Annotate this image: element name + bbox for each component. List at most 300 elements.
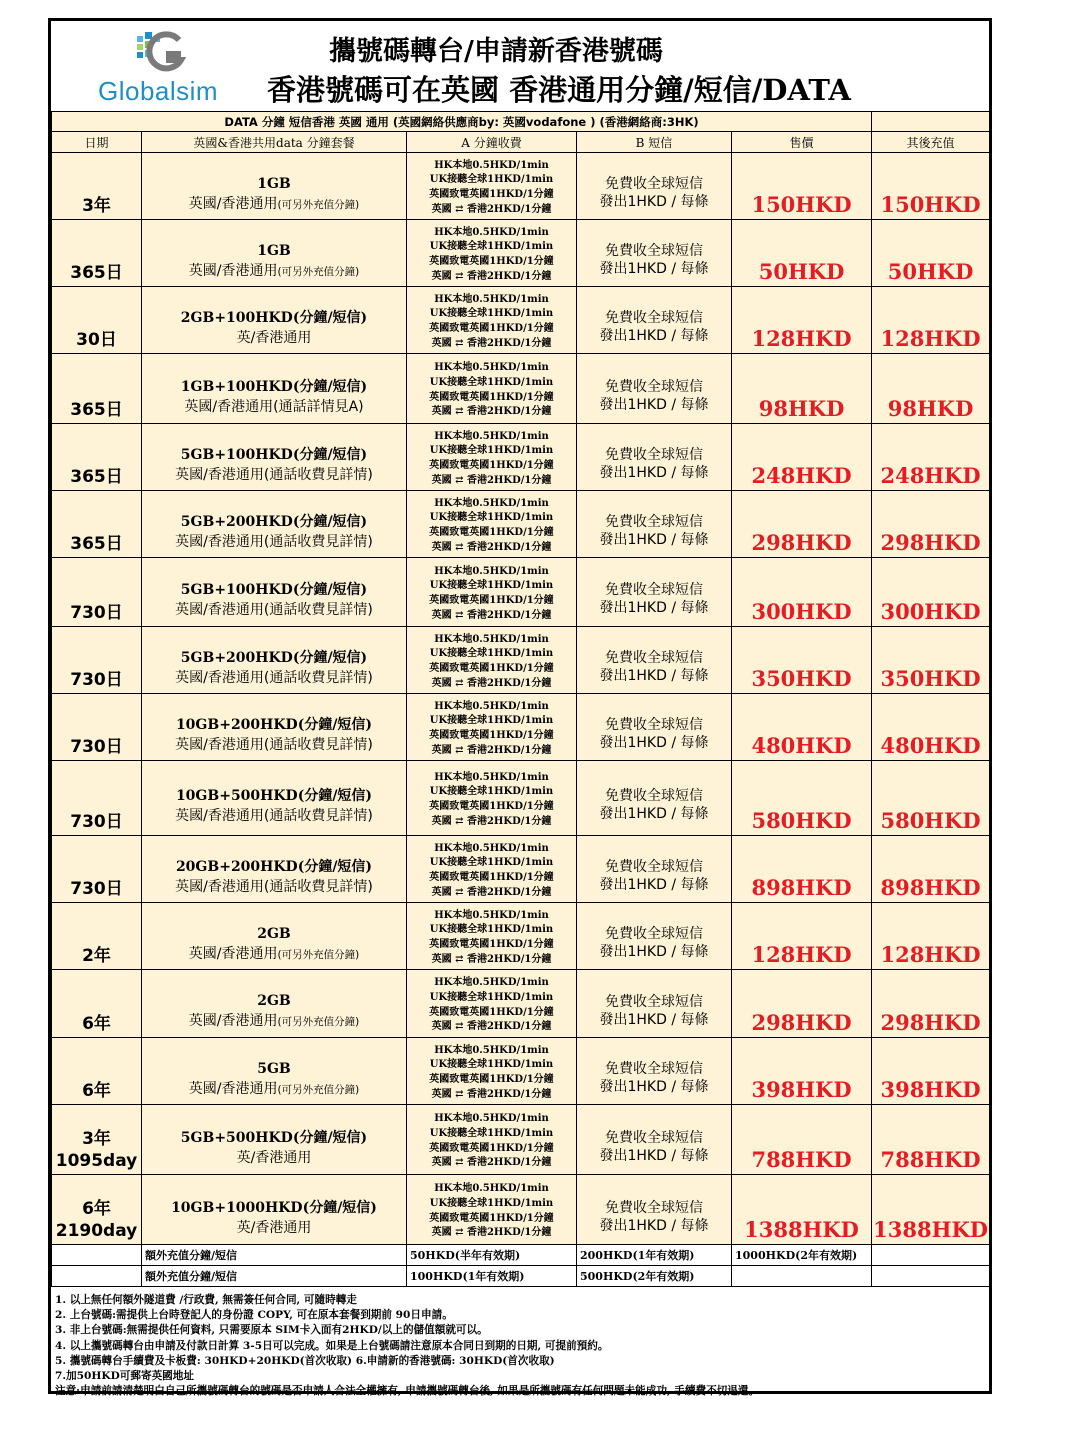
sms-line: 發出1HKD / 每條: [599, 668, 709, 684]
sms-info: [577, 970, 732, 1038]
extra-label: 額外充值分鐘/短信: [142, 1266, 407, 1287]
plan-period-days: 1095day: [55, 1151, 138, 1171]
sms-line: 發出1HKD / 每條: [599, 877, 709, 893]
sms-line: 免費收全球短信: [605, 993, 703, 1010]
plan-period-text: 365日: [70, 467, 123, 487]
plan-period-text: 730日: [70, 670, 123, 690]
sms-line: 免費收全球短信: [605, 243, 703, 259]
rate-line: 英國致電英國1HKD/1分鐘: [429, 391, 554, 403]
rate-line: HK本地0.5HKD/1min: [434, 842, 549, 854]
note-line: 5. 攜號碼轉台手續費及卡板費: 30HKD+20HKD(首次收取) 6.申請新的香港號碼: 30HKD(首次收取): [55, 1354, 555, 1367]
sms-info: [577, 491, 732, 558]
note-line: 2. 上台號碼:需提供上台時登記人的身份證 COPY, 可在原本套餐到期前 90日申請。: [55, 1309, 453, 1322]
sms-info: [577, 903, 732, 970]
rate-line: 英國 ⇄ 香港2HKD/1分鐘: [431, 609, 552, 621]
rate-line: UK接聽全球1HKD/1min: [429, 715, 554, 727]
plan-note: (可另外充值分鐘): [277, 198, 360, 211]
extra-option-a: 50HKD(半年有效期): [407, 1245, 577, 1266]
sms-info: [577, 153, 732, 220]
rate-line: 英國 ⇄ 香港2HKD/1分鐘: [431, 203, 552, 215]
rate-line: 英國致電英國1HKD/1分鐘: [429, 1142, 554, 1154]
plan-period: [52, 220, 142, 287]
plan-period: [52, 903, 142, 970]
extra-option-b: 200HKD(1年有效期): [577, 1245, 732, 1266]
column-header-row: [52, 132, 990, 153]
call-rates: [407, 354, 577, 424]
sms-line: 免費收全球短信: [605, 788, 703, 804]
extra-topup-row: [52, 1245, 990, 1266]
plan-name: 5GB+200HKD(分鐘/短信): [180, 514, 368, 530]
plan-topup-price: 1388HKD: [872, 1175, 990, 1245]
plan-coverage: [142, 877, 406, 897]
empty-cell: [52, 1266, 142, 1287]
call-rates: [407, 627, 577, 694]
plan-period: [52, 761, 142, 836]
sms-line: 發出1HKD / 每條: [599, 600, 709, 616]
plan-description: [142, 627, 407, 694]
extra-label: 額外充值分鐘/短信: [142, 1245, 407, 1266]
rate-line: 英國 ⇄ 香港2HKD/1分鐘: [431, 677, 552, 689]
plan-description: [142, 1175, 407, 1245]
rate-line: UK接聽全球1HKD/1min: [429, 376, 554, 388]
plan-period-text: 6年: [82, 1081, 111, 1101]
plan-description: [142, 1105, 407, 1175]
rate-line: UK接聽全球1HKD/1min: [429, 1059, 554, 1071]
plan-period-text: 365日: [70, 400, 123, 420]
rate-line: 英國致電英國1HKD/1分鐘: [429, 256, 554, 267]
plan-name: 5GB: [257, 1060, 291, 1077]
plan-coverage-text: 英國/香港通用(通話收費見詳情): [175, 467, 373, 483]
table-row: [52, 694, 990, 761]
table-row: [52, 836, 990, 903]
plan-coverage: [142, 1079, 406, 1100]
rate-line: UK接聽全球1HKD/1min: [429, 991, 554, 1003]
plan-coverage: [142, 532, 406, 552]
plan-coverage-text: 英國/香港通用(通話收費見詳情): [175, 808, 373, 824]
rate-line: 英國致電英國1HKD/1分鐘: [429, 1074, 554, 1085]
plan-topup-price: 128HKD: [872, 903, 990, 970]
sms-info: [577, 1175, 732, 1245]
rate-line: HK本地0.5HKD/1min: [434, 633, 549, 645]
plan-name: 2GB: [257, 993, 291, 1009]
plan-price: 898HKD: [732, 836, 872, 903]
rate-line: 英國致電英國1HKD/1分鐘: [429, 730, 554, 741]
sms-line: 免費收全球短信: [605, 859, 703, 875]
plan-note: (可另外充值分鐘): [277, 265, 360, 278]
sms-info: [577, 1105, 732, 1175]
col-header-period: 日期: [52, 132, 142, 153]
plan-coverage-text: 英國/香港通用: [188, 1013, 278, 1029]
plan-period-text: 365日: [70, 263, 123, 283]
call-rates: [407, 761, 577, 836]
rate-line: UK接聽全球1HKD/1min: [429, 174, 554, 186]
table-row: [52, 903, 990, 970]
rate-line: 英國 ⇄ 香港2HKD/1分鐘: [431, 953, 552, 965]
plan-period: [52, 354, 142, 424]
carrier-info: DATA 分鐘 短信香港 英國 通用 (英國網絡供應商by: 英國vodafone ) (香港網絡商:3HK): [52, 112, 872, 132]
rate-line: 英國 ⇄ 香港2HKD/1分鐘: [431, 886, 552, 898]
rate-line: HK本地0.5HKD/1min: [434, 226, 549, 238]
plan-description: [142, 1038, 407, 1105]
plan-description: [142, 220, 407, 287]
plan-price: 480HKD: [732, 694, 872, 761]
plan-period: [52, 627, 142, 694]
rate-line: HK本地0.5HKD/1min: [434, 293, 549, 305]
rate-line: HK本地0.5HKD/1min: [434, 1044, 549, 1056]
plan-price: 150HKD: [732, 153, 872, 220]
plan-name: 2GB+100HKD(分鐘/短信): [180, 310, 368, 326]
plan-period: [52, 694, 142, 761]
call-rates: [407, 1038, 577, 1105]
logo-mark-icon: [131, 28, 191, 78]
plan-coverage: [142, 1011, 406, 1032]
plan-period-text: 730日: [70, 879, 123, 899]
rate-line: UK接聽全球1HKD/1min: [429, 1197, 554, 1209]
rate-line: 英國致電英國1HKD/1分鐘: [429, 872, 554, 883]
plan-topup-price: 788HKD: [872, 1105, 990, 1175]
table-row: [52, 220, 990, 287]
plan-period-text: 730日: [70, 812, 123, 832]
sms-line: 免費收全球短信: [605, 1129, 703, 1146]
plan-coverage: [142, 806, 406, 826]
plan-coverage-text: 英國/香港通用(通話收費見詳情): [175, 879, 373, 895]
rate-line: HK本地0.5HKD/1min: [434, 909, 549, 921]
plan-coverage: [142, 735, 406, 755]
rate-line: 英國致電英國1HKD/1分鐘: [429, 939, 554, 950]
call-rates: [407, 424, 577, 491]
call-rates: [407, 220, 577, 287]
note-line: 4. 以上攜號碼轉台由申請及付款日計算 3-5日可以完成。如果是上台號碼請注意原本合同日到期的日期, 可提前預約。: [55, 1339, 609, 1352]
plan-period: [52, 153, 142, 220]
plan-coverage-text: 英國/香港通用: [188, 945, 278, 962]
plan-topup-price: 898HKD: [872, 836, 990, 903]
sms-line: 發出1HKD / 每條: [599, 194, 709, 210]
plan-coverage-text: 英國/香港通用(通話收費見詳情): [175, 737, 373, 753]
plan-description: [142, 287, 407, 354]
brand-name: Globalsim: [98, 76, 219, 106]
plan-topup-price: 50HKD: [872, 220, 990, 287]
sms-info: [577, 836, 732, 903]
table-row: [52, 354, 990, 424]
sms-line: 免費收全球短信: [605, 582, 703, 598]
sms-info: [577, 627, 732, 694]
table-row: [52, 287, 990, 354]
plan-description: [142, 153, 407, 220]
plan-name: 20GB+200HKD(分鐘/短信): [175, 859, 373, 875]
plan-coverage: [142, 1148, 406, 1168]
sms-line: 發出1HKD / 每條: [599, 396, 709, 413]
rate-line: UK接聽全球1HKD/1min: [429, 445, 554, 457]
plan-period-days: 2190day: [55, 1221, 138, 1241]
rate-line: HK本地0.5HKD/1min: [434, 565, 549, 577]
extra-option-c: 1000HKD(2年有效期): [732, 1245, 872, 1266]
rate-line: UK接聽全球1HKD/1min: [429, 786, 554, 798]
plan-coverage: [142, 397, 406, 417]
rate-line: UK接聽全球1HKD/1min: [429, 648, 554, 660]
plan-coverage: [142, 668, 406, 688]
sms-line: 免費收全球短信: [605, 1199, 703, 1216]
plan-period: [52, 424, 142, 491]
plan-description: [142, 354, 407, 424]
sms-line: 免費收全球短信: [605, 650, 703, 666]
plan-topup-price: 98HKD: [872, 354, 990, 424]
rate-line: UK接聽全球1HKD/1min: [429, 857, 554, 869]
sms-line: 免費收全球短信: [605, 717, 703, 733]
plan-name: 5GB+200HKD(分鐘/短信): [180, 650, 368, 666]
plan-coverage: [142, 600, 406, 620]
col-header-topup: 其後充值: [872, 132, 990, 153]
plan-name: 10GB+1000HKD(分鐘/短信): [171, 1199, 377, 1216]
table-row: [52, 558, 990, 627]
plan-topup-price: 298HKD: [872, 970, 990, 1038]
plan-topup-price: 580HKD: [872, 761, 990, 836]
plan-coverage-text: 英國/香港通用: [188, 262, 278, 279]
sms-line: 發出1HKD / 每條: [599, 806, 709, 822]
sms-info: [577, 558, 732, 627]
rate-line: UK接聽全球1HKD/1min: [429, 241, 554, 253]
sms-line: 免費收全球短信: [605, 310, 703, 326]
call-rates: [407, 1175, 577, 1245]
plan-name: 1GB: [257, 242, 291, 259]
sms-info: [577, 220, 732, 287]
globalsim-logo: [61, 24, 259, 108]
rate-line: 英國 ⇄ 香港2HKD/1分鐘: [431, 815, 552, 827]
plan-coverage: [142, 261, 406, 282]
plan-price: 1388HKD: [732, 1175, 872, 1245]
sms-line: 發出1HKD / 每條: [599, 1217, 709, 1234]
call-rates: [407, 903, 577, 970]
plan-price: 128HKD: [732, 287, 872, 354]
rate-line: UK接聽全球1HKD/1min: [429, 308, 554, 320]
sms-line: 發出1HKD / 每條: [599, 532, 709, 548]
empty-cell: [872, 1266, 990, 1287]
plan-price: 128HKD: [732, 903, 872, 970]
table-row: [52, 424, 990, 491]
plan-price: 98HKD: [732, 354, 872, 424]
rate-line: HK本地0.5HKD/1min: [434, 771, 549, 783]
col-header-price: 售價: [732, 132, 872, 153]
rate-line: HK本地0.5HKD/1min: [434, 159, 549, 171]
rate-line: HK本地0.5HKD/1min: [434, 700, 549, 712]
sms-line: 發出1HKD / 每條: [599, 944, 709, 960]
rate-line: 英國致電英國1HKD/1分鐘: [429, 595, 554, 606]
plan-note: (可另外充值分鐘): [277, 948, 360, 961]
plan-coverage-text: 英/香港通用: [236, 330, 312, 346]
empty-cell: [872, 1245, 990, 1266]
plan-topup-price: 298HKD: [872, 491, 990, 558]
plan-description: [142, 903, 407, 970]
table-row: [52, 970, 990, 1038]
plan-topup-price: 398HKD: [872, 1038, 990, 1105]
plan-description: [142, 491, 407, 558]
call-rates: [407, 1105, 577, 1175]
sms-info: [577, 287, 732, 354]
plan-period: [52, 1105, 142, 1175]
plan-note: (可另外充值分鐘): [277, 1016, 360, 1028]
rate-line: UK接聽全球1HKD/1min: [429, 1127, 554, 1139]
plan-period: [52, 836, 142, 903]
plan-price: 788HKD: [732, 1105, 872, 1175]
rate-line: 英國 ⇄ 香港2HKD/1分鐘: [431, 1088, 552, 1100]
sheet-header: [51, 21, 989, 111]
plan-coverage: [142, 194, 406, 215]
plan-note: (可另外充值分鐘): [277, 1083, 360, 1096]
call-rates: [407, 558, 577, 627]
rate-line: HK本地0.5HKD/1min: [434, 1183, 549, 1195]
plan-price: 350HKD: [732, 627, 872, 694]
plan-topup-price: 300HKD: [872, 558, 990, 627]
plan-description: [142, 836, 407, 903]
call-rates: [407, 153, 577, 220]
note-line: 3. 非上台號碼:無需提供任何資料, 只需要原本 SIM卡入面有2HKD/以上的儲值額就可以。: [55, 1324, 488, 1337]
sms-line: 發出1HKD / 每條: [599, 328, 709, 344]
plan-description: [142, 694, 407, 761]
plan-period-text: 365日: [70, 534, 123, 554]
rate-line: HK本地0.5HKD/1min: [434, 497, 549, 509]
col-header-sms: B 短信: [577, 132, 732, 153]
plan-coverage-text: 英國/香港通用(通話收費見詳情): [175, 534, 373, 550]
sms-line: 免費收全球短信: [605, 176, 703, 192]
rate-line: 英國 ⇄ 香港2HKD/1分鐘: [431, 1157, 552, 1169]
plan-period: [52, 287, 142, 354]
price-sheet: [48, 18, 992, 1398]
extra-option-c: [732, 1266, 872, 1287]
plan-name: 1GB+100HKD(分鐘/短信): [180, 378, 368, 395]
empty-cell: [872, 112, 990, 132]
plan-period-text: 730日: [70, 737, 123, 757]
plan-price: 398HKD: [732, 1038, 872, 1105]
sms-line: 免費收全球短信: [605, 378, 703, 395]
rate-line: UK接聽全球1HKD/1min: [429, 512, 554, 524]
table-row: [52, 1175, 990, 1245]
plan-coverage: [142, 944, 406, 965]
plan-period-text: 6年: [82, 1199, 111, 1219]
table-row: [52, 153, 990, 220]
extra-topup-row: [52, 1266, 990, 1287]
col-header-plan: 英國&香港共用data 分鐘套餐: [142, 132, 407, 153]
call-rates: [407, 287, 577, 354]
plan-price: 580HKD: [732, 761, 872, 836]
plan-topup-price: 128HKD: [872, 287, 990, 354]
plan-coverage: [142, 465, 406, 485]
plan-coverage-text: 英國/香港通用: [188, 195, 278, 212]
plan-coverage-text: 英國/香港通用: [188, 1080, 278, 1097]
plan-topup-price: 480HKD: [872, 694, 990, 761]
rate-line: 英國致電英國1HKD/1分鐘: [429, 189, 554, 200]
plan-period-text: 730日: [70, 603, 123, 623]
table-row: [52, 491, 990, 558]
table-row: [52, 627, 990, 694]
plan-period: [52, 1175, 142, 1245]
plan-description: [142, 761, 407, 836]
rate-line: 英國致電英國1HKD/1分鐘: [429, 460, 554, 471]
plan-price: 248HKD: [732, 424, 872, 491]
rate-line: 英國致電英國1HKD/1分鐘: [429, 663, 554, 674]
plans-table: [51, 111, 990, 1287]
rate-line: 英國 ⇄ 香港2HKD/1分鐘: [431, 541, 552, 553]
rate-line: 英國致電英國1HKD/1分鐘: [429, 801, 554, 812]
plan-name: 5GB+100HKD(分鐘/短信): [180, 582, 368, 598]
plan-name: 10GB+200HKD(分鐘/短信): [175, 717, 373, 733]
plan-period: [52, 1038, 142, 1105]
title-line-1: 攜號碼轉台/申請新香港號碼: [329, 36, 663, 67]
rate-line: 英國 ⇄ 香港2HKD/1分鐘: [431, 406, 552, 418]
sms-info: [577, 354, 732, 424]
rate-line: UK接聽全球1HKD/1min: [429, 924, 554, 936]
rate-line: 英國 ⇄ 香港2HKD/1分鐘: [431, 474, 552, 486]
plan-period: [52, 970, 142, 1038]
plan-name: 5GB+500HKD(分鐘/短信): [180, 1129, 368, 1146]
plan-period: [52, 558, 142, 627]
rate-line: 英國 ⇄ 香港2HKD/1分鐘: [431, 337, 552, 349]
plan-description: [142, 558, 407, 627]
plan-period: [52, 491, 142, 558]
note-line: 注意:申請前請清楚明白自己所攜號碼轉台的號碼是否申請人合法全權擁有, 申請攜號碼轉台後, 如果是所攜號碼有任何問題未能成功, 手續費不切退還。: [55, 1385, 760, 1398]
plan-coverage-text: 英/香港通用: [236, 1149, 312, 1166]
table-row: [52, 1105, 990, 1175]
call-rates: [407, 970, 577, 1038]
extra-option-b: 500HKD(2年有效期): [577, 1266, 732, 1287]
plan-topup-price: 350HKD: [872, 627, 990, 694]
sms-info: [577, 694, 732, 761]
rate-line: 英國致電英國1HKD/1分鐘: [429, 323, 554, 334]
sms-line: 發出1HKD / 每條: [599, 1079, 709, 1095]
sms-line: 發出1HKD / 每條: [599, 1011, 709, 1028]
plan-name: 5GB+100HKD(分鐘/短信): [180, 447, 368, 463]
sms-line: 發出1HKD / 每條: [599, 735, 709, 751]
note-line: 1. 以上無任何額外隧道費 /行政費, 無需簽任何合同, 可隨時轉走: [55, 1294, 357, 1306]
rate-line: 英國 ⇄ 香港2HKD/1分鐘: [431, 1021, 552, 1033]
table-row: [52, 1038, 990, 1105]
plan-description: [142, 424, 407, 491]
sms-line: 發出1HKD / 每條: [599, 1147, 709, 1164]
plan-price: 300HKD: [732, 558, 872, 627]
plan-name: 10GB+500HKD(分鐘/短信): [175, 788, 373, 804]
rate-line: HK本地0.5HKD/1min: [434, 430, 549, 442]
plan-description: [142, 970, 407, 1038]
title-line-2: 香港號碼可在英國 香港通用分鐘/短信/DATA: [267, 73, 851, 107]
notes-section: [55, 1293, 985, 1399]
rate-line: HK本地0.5HKD/1min: [434, 977, 549, 989]
plan-name: 2GB: [257, 925, 291, 942]
sms-line: 發出1HKD / 每條: [599, 261, 709, 277]
call-rates: [407, 694, 577, 761]
plan-coverage-text: 英國/香港通用(通話收費見詳情): [175, 602, 373, 618]
sms-line: 免費收全球短信: [605, 447, 703, 463]
plan-price: 298HKD: [732, 970, 872, 1038]
plan-period-text: 30日: [76, 330, 117, 350]
plan-coverage-text: 英國/香港通用(通話詳情見A): [184, 398, 364, 415]
col-header-call-rates: A 分鐘收費: [407, 132, 577, 153]
rate-line: 英國致電英國1HKD/1分鐘: [429, 1006, 554, 1018]
plan-period-text: 3年: [82, 196, 111, 216]
sms-info: [577, 761, 732, 836]
sms-line: 免費收全球短信: [605, 926, 703, 942]
rate-line: 英國致電英國1HKD/1分鐘: [429, 1212, 554, 1224]
plan-coverage-text: 英/香港通用: [236, 1219, 312, 1236]
rate-line: 英國 ⇄ 香港2HKD/1分鐘: [431, 744, 552, 756]
table-row: [52, 761, 990, 836]
plan-coverage: [142, 1218, 406, 1238]
rate-line: HK本地0.5HKD/1min: [434, 362, 549, 374]
plan-period-text: 3年: [82, 1129, 111, 1149]
sms-line: 免費收全球短信: [605, 514, 703, 530]
plan-name: 1GB: [257, 175, 291, 192]
plan-topup-price: 150HKD: [872, 153, 990, 220]
sms-info: [577, 424, 732, 491]
rate-line: 英國致電英國1HKD/1分鐘: [429, 527, 554, 538]
call-rates: [407, 491, 577, 558]
